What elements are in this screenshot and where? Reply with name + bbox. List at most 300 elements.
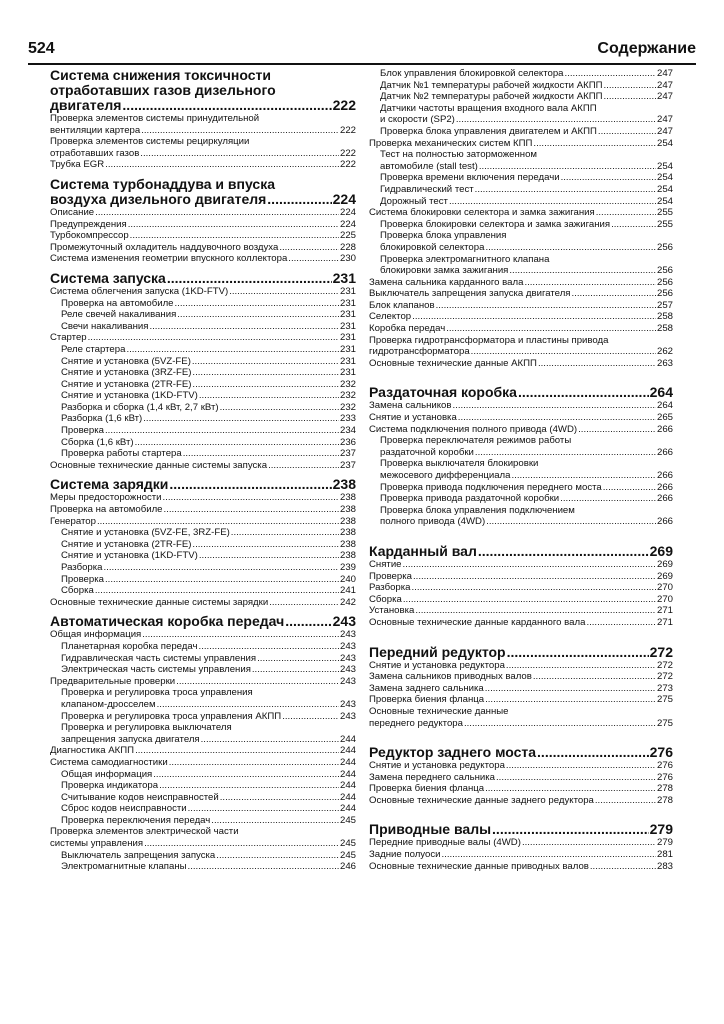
entry-title: отработавших газов — [50, 147, 140, 159]
entry-title: Снятие и установка (5VZ-FE, 3RZ-FE) — [61, 527, 230, 539]
entry-page-number: 244 — [339, 791, 356, 803]
entry-title: Проверка времени включения передачи — [380, 172, 560, 184]
entry-title: Предварительные проверки — [50, 675, 176, 687]
section-title: Система запуска — [50, 269, 166, 286]
entry-title: Считывание кодов неисправностей — [61, 791, 219, 803]
entry-title: Передние приводные валы (4WD) — [369, 837, 521, 849]
entry-title: Система подключения полного привода (4WD) — [369, 423, 578, 435]
dot-leader — [537, 745, 649, 760]
entry-page-number: 244 — [339, 768, 356, 780]
entry-title: полного привода (4WD) — [380, 516, 486, 528]
dot-leader — [578, 424, 656, 436]
entry-page-number: 283 — [656, 860, 673, 872]
toc-entry-line — [50, 253, 356, 265]
toc-entry-line — [369, 277, 673, 289]
section-page-number: 224 — [332, 190, 356, 207]
entry-page-number: 242 — [339, 596, 356, 608]
dot-leader — [479, 161, 656, 173]
toc-entry-line — [50, 332, 356, 344]
section-title-line — [50, 177, 356, 192]
entry-page-number: 256 — [656, 265, 673, 277]
entry-page-number: 244 — [339, 745, 356, 757]
entry-title: Реле свечей накаливания — [61, 309, 177, 321]
dot-leader — [153, 769, 339, 781]
entry-title: Предупреждения — [50, 218, 127, 230]
toc-entry-line — [50, 460, 356, 472]
entry-page-number: 232 — [339, 401, 356, 413]
dot-leader — [485, 683, 656, 695]
entry-title: Датчик №2 температуры рабочей жидкости АКПП — [380, 91, 603, 103]
entry-page-number: 273 — [656, 682, 673, 694]
entry-page-number: 231 — [339, 343, 356, 355]
header-rule — [28, 63, 696, 65]
section-title: Передний редуктор — [369, 643, 506, 660]
toc-entry-line — [50, 390, 356, 402]
entry-page-number: 224 — [339, 218, 356, 230]
entry-title: Блок управления блокировкой селектора — [380, 68, 564, 79]
entry-title: Коробка передач — [369, 323, 446, 335]
toc-right-column — [369, 66, 673, 874]
entry-page-number: 237 — [339, 448, 356, 460]
toc-entry-line — [50, 562, 356, 574]
toc-entry-line — [50, 850, 356, 862]
entry-title: блокировки замка зажигания — [380, 265, 509, 277]
entry-page-number: 247 — [656, 91, 673, 103]
entry-page-number: 266 — [656, 423, 673, 435]
entry-title: Проверка элементов электрической части — [50, 826, 239, 838]
dot-leader — [471, 346, 656, 358]
toc-entry-line — [50, 527, 356, 539]
dot-leader — [561, 172, 656, 184]
entry-title: Замена сальников — [369, 400, 452, 412]
entry-page-number: 278 — [656, 794, 673, 806]
dot-leader — [572, 288, 656, 300]
dot-leader — [192, 356, 339, 368]
toc-entry-line — [369, 346, 673, 358]
section-page-number: 238 — [332, 476, 356, 493]
dot-leader — [143, 413, 339, 425]
section-title: двигателя — [50, 97, 122, 113]
entry-title: Основные технические данные заднего редуктора — [369, 794, 594, 806]
toc-entry-line — [369, 683, 673, 695]
toc-section — [369, 544, 673, 629]
dot-leader — [413, 571, 656, 583]
entry-page-number: 231 — [339, 297, 356, 309]
entry-title: Система изменения геометрии впускного коллектора — [50, 253, 288, 265]
toc-entry-line — [50, 230, 356, 242]
entry-page-number: 231 — [339, 367, 356, 379]
section-page-number: 272 — [649, 643, 673, 660]
entry-page-number: 225 — [339, 230, 356, 242]
toc-entry-line — [369, 605, 673, 617]
dot-leader — [475, 447, 656, 459]
dot-leader — [598, 126, 656, 138]
entry-page-number: 222 — [339, 147, 356, 159]
entry-title: Проверка и регулировка троса управления АКПП — [61, 710, 282, 722]
entry-title: Снятие — [369, 558, 402, 570]
entry-page-number: 231 — [339, 355, 356, 367]
entry-title: Сборка — [369, 593, 402, 605]
section-page-number: 222 — [332, 97, 356, 113]
toc-entry-line — [50, 687, 356, 699]
dot-leader — [436, 300, 656, 312]
entry-title: Планетарная коробка передач — [61, 640, 198, 652]
dot-leader — [485, 694, 656, 706]
entry-title: Проверка электромагнитного клапана — [380, 253, 550, 265]
toc-entry-line — [369, 861, 673, 873]
entry-page-number: 232 — [339, 390, 356, 402]
entry-title: Сборка — [61, 585, 94, 597]
dot-leader — [524, 277, 656, 289]
entry-page-number: 271 — [656, 605, 673, 617]
dot-leader — [141, 125, 339, 137]
toc-entry-line — [50, 516, 356, 528]
toc-entry-line — [369, 447, 673, 459]
toc-entry-line — [369, 114, 673, 126]
entry-title: Проверка гидротрансформатора и пластины привода — [369, 334, 609, 346]
toc-entry-line — [369, 482, 673, 494]
dot-leader — [183, 448, 339, 460]
entry-title: Система блокировки селектора и замка зажигания — [369, 207, 595, 219]
dot-leader — [220, 402, 339, 414]
dot-leader — [590, 861, 656, 873]
toc-entry-line — [369, 172, 673, 184]
entry-page-number: 246 — [339, 861, 356, 873]
toc-entry-line — [50, 448, 356, 460]
entry-page-number: 266 — [656, 481, 673, 493]
dot-leader — [464, 718, 656, 730]
entry-title: Генератор — [50, 515, 96, 527]
toc-entry-line — [50, 356, 356, 368]
entry-page-number: 254 — [656, 195, 673, 207]
entry-page-number: 238 — [339, 515, 356, 527]
entry-title: Разборка и сборка (1,4 кВт, 2,7 кВт) — [61, 401, 219, 413]
toc-entry-line — [50, 125, 356, 137]
section-spacer — [369, 631, 673, 639]
entry-page-number: 222 — [339, 124, 356, 136]
dot-leader — [412, 311, 656, 323]
dot-leader — [285, 614, 331, 629]
entry-title: Электромагнитные клапаны — [61, 861, 187, 873]
entry-title: Проверка привода раздаточной коробки — [380, 493, 560, 505]
dot-leader — [596, 207, 656, 219]
toc-entry-line — [369, 493, 673, 505]
entry-title: Снятие и установка (5VZ-FE) — [61, 355, 191, 367]
toc-entry-line — [50, 815, 356, 827]
entry-title: Снятие и установка (2TR-FE) — [61, 538, 192, 550]
entry-title: Система облегчения запуска (1KD-FTV) — [50, 285, 229, 297]
toc-entry-line — [369, 559, 673, 571]
dot-leader — [475, 184, 656, 196]
entry-page-number: 269 — [656, 570, 673, 582]
section-title: Карданный вал — [369, 542, 477, 559]
toc-entry-line — [50, 113, 356, 125]
toc-entry-line — [50, 826, 356, 838]
section-title: Система турбонаддува и впуска — [50, 175, 276, 192]
entry-page-number: 247 — [656, 68, 673, 79]
entry-page-number: 234 — [339, 425, 356, 437]
toc-entry-line — [369, 424, 673, 436]
dot-leader — [140, 148, 339, 160]
toc-entry-line — [369, 265, 673, 277]
toc-entry-line — [50, 757, 356, 769]
entry-page-number: 254 — [656, 137, 673, 149]
entry-title: Проверка переключателя режимов работы — [380, 435, 572, 447]
section-title-line — [369, 385, 673, 400]
dot-leader — [135, 437, 339, 449]
dot-leader — [403, 559, 656, 571]
entry-page-number: 254 — [656, 160, 673, 172]
dot-leader — [269, 597, 339, 609]
entry-page-number: 264 — [656, 400, 673, 412]
section-spacer — [369, 808, 673, 816]
toc-entry-line — [50, 367, 356, 379]
entry-page-number: 243 — [339, 640, 356, 652]
entry-title: Установка — [369, 605, 415, 617]
entry-page-number: 231 — [339, 309, 356, 321]
toc-entry-line — [369, 671, 673, 683]
entry-page-number: 266 — [656, 493, 673, 505]
section-title-line — [369, 822, 673, 837]
toc-entry-line — [369, 300, 673, 312]
dot-leader — [169, 477, 331, 492]
toc-entry-line — [50, 286, 356, 298]
toc-entry-line — [50, 402, 356, 414]
toc-section — [50, 477, 356, 608]
dot-leader — [135, 745, 339, 757]
entry-title: Диагностика АКПП — [50, 745, 135, 757]
toc-entry-line — [369, 126, 673, 138]
dot-leader — [176, 676, 339, 688]
entry-title: Промежуточный охладитель наддувочного воздуха — [50, 241, 279, 253]
entry-title: Проверка блокировки селектора и замка зажигания — [380, 218, 611, 230]
dot-leader — [188, 803, 339, 815]
entry-title: Блок клапанов — [369, 299, 435, 311]
toc-entry-line — [369, 706, 673, 718]
toc-entry-line — [369, 470, 673, 482]
entry-page-number: 238 — [339, 527, 356, 539]
entry-page-number: 256 — [656, 288, 673, 300]
entry-title: Замена заднего сальника — [369, 682, 484, 694]
entry-title: Проверка работы стартера — [61, 448, 182, 460]
toc-section — [50, 614, 356, 872]
toc-entry-line — [369, 335, 673, 347]
entry-title: Задние полуоси — [369, 849, 441, 861]
dot-leader — [485, 783, 656, 795]
dot-leader — [201, 734, 339, 746]
entry-page-number: 231 — [339, 320, 356, 332]
toc-entry-line — [50, 492, 356, 504]
section-title-line — [50, 83, 356, 98]
dot-leader — [279, 242, 339, 254]
toc-entry-line — [50, 379, 356, 391]
entry-page-number: 243 — [339, 629, 356, 641]
entry-page-number: 272 — [656, 659, 673, 671]
dot-leader — [603, 91, 656, 103]
dot-leader — [122, 98, 331, 113]
toc-section — [50, 177, 356, 265]
entry-title: Проверка выключателя блокировки — [380, 458, 539, 470]
entry-title: Проверка — [369, 570, 412, 582]
dot-leader — [506, 660, 656, 672]
entry-page-number: 257 — [656, 299, 673, 311]
entry-title: Проверка переключения передач — [61, 814, 211, 826]
entry-title: Проверка — [61, 573, 104, 585]
toc-entry-line — [50, 641, 356, 653]
toc-entry-line — [369, 323, 673, 335]
section-title: Система снижения токсичности — [50, 67, 271, 83]
dot-leader — [586, 617, 656, 629]
toc-entry-line — [50, 539, 356, 551]
toc-entry-line — [369, 795, 673, 807]
dot-leader — [252, 664, 339, 676]
toc-section — [369, 645, 673, 730]
entry-title: Гидравлический тест — [380, 183, 474, 195]
dot-leader — [229, 286, 339, 298]
dot-leader — [163, 492, 339, 504]
dot-leader — [403, 594, 656, 606]
entry-title: Основные технические данные приводных валов — [369, 860, 589, 872]
entry-page-number: 263 — [656, 357, 673, 369]
entry-title: Разборка — [61, 562, 103, 573]
dot-leader — [231, 527, 339, 539]
toc-entry-line — [369, 783, 673, 795]
entry-title: Описание — [50, 206, 95, 218]
entry-title: Основные технические данные АКПП — [369, 357, 537, 369]
entry-title: Меры предосторожности — [50, 492, 162, 504]
toc-entry-line — [369, 184, 673, 196]
entry-page-number: 254 — [656, 183, 673, 195]
toc-entry-line — [369, 219, 673, 231]
entry-title: вентиляции картера — [50, 124, 141, 136]
dot-leader — [533, 671, 656, 683]
entry-page-number: 245 — [339, 814, 356, 826]
dot-leader — [485, 242, 656, 254]
dot-leader — [164, 504, 339, 516]
dot-leader — [216, 850, 339, 862]
toc-entry-line — [50, 734, 356, 746]
entry-title: Проверка на автомобиле — [61, 297, 174, 309]
entry-title: Селектор — [369, 311, 412, 323]
toc-left-column — [50, 66, 356, 875]
entry-title: Проверка привода подключения переднего моста — [380, 481, 602, 493]
section-title: Система зарядки — [50, 476, 169, 493]
entry-title: Стартер — [50, 332, 87, 344]
toc-entry-line — [369, 837, 673, 849]
section-title: воздуха дизельного двигателя — [50, 190, 267, 207]
dot-leader — [565, 68, 656, 80]
dot-leader — [130, 230, 339, 242]
toc-entry-line — [50, 803, 356, 815]
dot-leader — [458, 412, 656, 424]
toc-entry-line — [50, 242, 356, 254]
toc-entry-line — [50, 148, 356, 160]
toc-entry-line — [369, 91, 673, 103]
dot-leader — [159, 780, 339, 792]
entry-page-number: 230 — [339, 253, 356, 265]
toc-entry-line — [369, 161, 673, 173]
entry-page-number: 278 — [656, 783, 673, 795]
toc-section — [369, 822, 673, 872]
entry-page-number: 243 — [339, 675, 356, 687]
entry-title: Снятие и установка редуктора — [369, 760, 505, 772]
dot-leader — [192, 379, 339, 391]
toc-entry-line — [369, 694, 673, 706]
section-page-number: 279 — [649, 821, 673, 838]
dot-leader — [415, 605, 656, 617]
toc-entry-line — [50, 664, 356, 676]
toc-entry-line — [50, 550, 356, 562]
page-header — [28, 40, 696, 62]
entry-page-number: 247 — [656, 125, 673, 137]
toc-entry-line — [50, 838, 356, 850]
entry-title: Разборка — [369, 582, 411, 594]
entry-page-number: 254 — [656, 172, 673, 184]
section-page-number: 264 — [649, 384, 673, 401]
dot-leader — [496, 772, 656, 784]
entry-title: Сброс кодов неисправности — [61, 803, 187, 815]
dot-leader — [126, 344, 339, 356]
entry-title: Основные технические данные системы зарядки — [50, 596, 269, 608]
toc-entry-line — [50, 676, 356, 688]
toc-entry-line — [50, 699, 356, 711]
toc-entry-line — [50, 425, 356, 437]
toc-entry-line — [50, 780, 356, 792]
entry-page-number: 255 — [656, 207, 673, 219]
toc-entry-line — [50, 344, 356, 356]
toc-entry-line — [369, 772, 673, 784]
toc-section — [50, 271, 356, 472]
entry-page-number: 266 — [656, 446, 673, 458]
entry-title: Замена переднего сальника — [369, 771, 496, 783]
entry-title: Проверка и регулировка выключателя — [61, 722, 232, 734]
entry-title: гидротрансформатора — [369, 346, 470, 358]
dot-leader — [506, 760, 656, 772]
entry-page-number: 238 — [339, 492, 356, 504]
entry-title: Реле стартера — [61, 343, 126, 355]
dot-leader — [560, 493, 656, 505]
entry-page-number: 276 — [656, 760, 673, 772]
dot-leader — [97, 516, 339, 528]
entry-page-number: 244 — [339, 780, 356, 792]
dot-leader — [142, 629, 339, 641]
entry-title: Проверка элементов системы принудительной — [50, 113, 260, 124]
toc-section — [50, 68, 356, 171]
dot-leader — [192, 367, 339, 379]
section-title: отработавших газов дизельного — [50, 82, 276, 98]
toc-entry-line — [369, 571, 673, 583]
entry-title: блокировкой селектора — [380, 241, 485, 253]
entry-page-number: 275 — [656, 694, 673, 706]
toc-entry-line — [369, 435, 673, 447]
entry-page-number: 270 — [656, 582, 673, 594]
entry-page-number: 243 — [339, 652, 356, 664]
entry-title: автомобиле (stall test) — [380, 160, 478, 172]
entry-page-number: 245 — [339, 838, 356, 850]
entry-page-number: 243 — [339, 698, 356, 710]
dot-leader — [522, 837, 656, 849]
entry-page-number: 238 — [339, 538, 356, 550]
entry-page-number: 262 — [656, 346, 673, 358]
toc-entry-line — [50, 309, 356, 321]
entry-title: Дорожный тест — [380, 195, 448, 207]
section-title: Автоматическая коробка передач — [50, 613, 285, 630]
entry-page-number: 258 — [656, 323, 673, 335]
entry-title: Проверка индикатора — [61, 780, 159, 792]
entry-page-number: 255 — [656, 218, 673, 230]
entry-title: Гидравлическая часть системы управления — [61, 652, 257, 664]
toc-entry-line — [369, 400, 673, 412]
